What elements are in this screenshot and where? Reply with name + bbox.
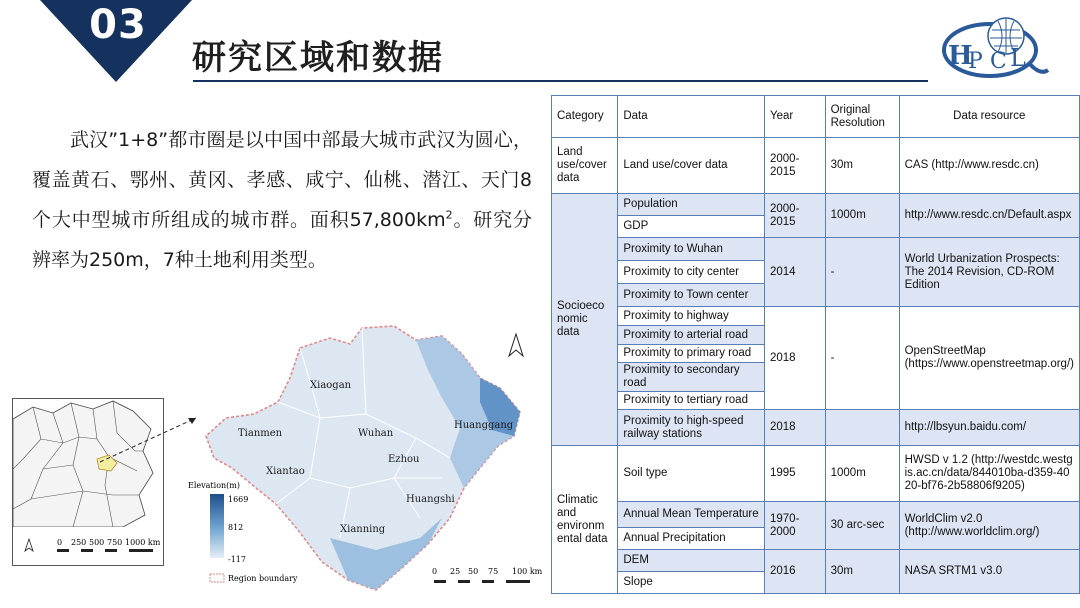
header-resolution: Original Resolution bbox=[825, 96, 899, 138]
intro-text: 武汉”1+8”都市圈是以中国中部最大城市武汉为圆心，覆盖黄石、鄂州、黄冈、孝感、咸宁、仙桃、潜江、天门8个大中型城市所组成的城市群。面积57,800km bbox=[32, 129, 532, 231]
resource-cell: World Urbanization Prospects: The 2014 Revision, CD-ROM Edition bbox=[899, 238, 1079, 307]
data-cell: Population bbox=[618, 194, 765, 216]
resolution-cell: 1000m bbox=[825, 446, 899, 502]
logo-letter: L bbox=[1010, 44, 1026, 72]
resource-cell: NASA SRTM1 v3.0 bbox=[899, 550, 1079, 594]
data-cell: DEM bbox=[618, 550, 765, 572]
data-cell: Proximity to Town center bbox=[618, 284, 765, 307]
data-cell: Proximity to high-speed railway stations bbox=[618, 410, 765, 446]
year-cell: 1970-2000 bbox=[764, 502, 825, 550]
data-cell: Slope bbox=[618, 572, 765, 594]
intro-text-end: 。研究分辨率为250m，7种土地利用类型。 bbox=[32, 209, 532, 271]
inset-scale-tick: 1000 km bbox=[125, 538, 161, 547]
header-resource: Data resource bbox=[899, 96, 1079, 138]
scale-tick: 0 bbox=[432, 567, 438, 576]
data-cell: Proximity to arterial road bbox=[618, 326, 765, 345]
data-cell: Proximity to city center bbox=[618, 261, 765, 284]
legend-min: -117 bbox=[228, 555, 246, 564]
table-row bbox=[552, 307, 1080, 326]
year-cell: 2018 bbox=[764, 410, 825, 446]
scale-tick: 25 bbox=[450, 567, 461, 576]
resolution-cell: - bbox=[825, 238, 899, 307]
year-cell: 2016 bbox=[764, 550, 825, 594]
table-row bbox=[552, 502, 1080, 528]
resource-cell: HWSD v 1.2 (http://westdc.westgis.ac.cn/data/844010ba-d359-4020-bf76-2b58806f9205) bbox=[899, 446, 1079, 502]
data-cell: Annual Mean Temperature bbox=[618, 502, 765, 528]
resource-cell: http://www.resdc.cn/Default.aspx bbox=[899, 194, 1079, 238]
north-arrow-icon bbox=[509, 334, 523, 356]
data-cell: Proximity to primary road bbox=[618, 345, 765, 363]
resolution-cell: 30m bbox=[825, 550, 899, 594]
table-row bbox=[552, 138, 1080, 194]
intro-paragraph bbox=[32, 120, 532, 280]
resolution-cell bbox=[825, 410, 899, 446]
inset-scale-tick: 500 bbox=[89, 538, 105, 547]
city-label: Xiaogan bbox=[310, 380, 352, 391]
data-cell: Soil type bbox=[618, 446, 765, 502]
year-cell: 2000-2015 bbox=[764, 194, 825, 238]
scale-tick: 50 bbox=[468, 567, 479, 576]
elevation-legend-bar bbox=[210, 494, 224, 558]
legend-boundary-label: Region boundary bbox=[228, 574, 298, 583]
city-label: Wuhan bbox=[358, 428, 394, 439]
data-table bbox=[551, 95, 1080, 594]
resolution-cell: 30 arc-sec bbox=[825, 502, 899, 550]
resource-cell: CAS (http://www.resdc.cn) bbox=[899, 138, 1079, 194]
logo-letter: P bbox=[968, 49, 983, 74]
table-header-row bbox=[552, 96, 1080, 138]
logo-letter: H bbox=[948, 41, 973, 71]
legend-title: Elevation(m) bbox=[188, 481, 240, 490]
data-cell: Proximity to secondary road bbox=[618, 363, 765, 392]
header-category: Category bbox=[552, 96, 618, 138]
resolution-cell: - bbox=[825, 307, 899, 410]
table-row bbox=[552, 410, 1080, 446]
city-label: Tianmen bbox=[238, 428, 283, 439]
year-cell: 1995 bbox=[764, 446, 825, 502]
data-cell: Proximity to tertiary road bbox=[618, 392, 765, 410]
section-number: 03 bbox=[89, 2, 147, 48]
hpcl-logo bbox=[940, 10, 1052, 82]
resource-cell: WorldClim v2.0 (http://www.worldclim.org/) bbox=[899, 502, 1079, 550]
table-row bbox=[552, 238, 1080, 261]
year-cell: 2018 bbox=[764, 307, 825, 410]
scale-tick: 100 km bbox=[512, 567, 542, 576]
data-cell: Land use/cover data bbox=[618, 138, 765, 194]
table-row bbox=[552, 194, 1080, 216]
data-cell: Annual Precipitation bbox=[618, 528, 765, 550]
resource-cell: OpenStreetMap (https://www.openstreetmap.org/) bbox=[899, 307, 1079, 410]
inset-scale-tick: 250 bbox=[71, 538, 87, 547]
category-cell: Socioeco nomic data bbox=[552, 194, 618, 446]
table-row bbox=[552, 446, 1080, 502]
study-area-map bbox=[180, 318, 542, 594]
resolution-cell: 1000m bbox=[825, 194, 899, 238]
inset-locator-map bbox=[12, 398, 164, 566]
table-row bbox=[552, 550, 1080, 572]
scale-tick: 75 bbox=[488, 567, 499, 576]
legend-max: 1669 bbox=[228, 495, 249, 504]
data-cell: GDP bbox=[618, 216, 765, 238]
city-label: Huangshi bbox=[406, 494, 455, 505]
data-cell: Proximity to Wuhan bbox=[618, 238, 765, 261]
area-superscript: 2 bbox=[445, 208, 453, 222]
title-divider bbox=[193, 80, 928, 82]
city-label: Xianning bbox=[340, 524, 386, 535]
inset-scale-tick: 750 bbox=[107, 538, 123, 547]
header-year: Year bbox=[764, 96, 825, 138]
inset-scale-tick: 0 bbox=[57, 538, 63, 547]
city-label: Xiantao bbox=[266, 466, 305, 477]
city-label: Huanggang bbox=[454, 420, 514, 431]
year-cell: 2000-2015 bbox=[764, 138, 825, 194]
year-cell: 2014 bbox=[764, 238, 825, 307]
logo-letter: C bbox=[990, 49, 1007, 74]
header-data: Data bbox=[618, 96, 765, 138]
data-cell: Proximity to highway bbox=[618, 307, 765, 326]
legend-mid: 812 bbox=[228, 523, 244, 532]
resolution-cell: 30m bbox=[825, 138, 899, 194]
page-title: 研究区域和数据 bbox=[192, 38, 444, 78]
resource-cell: http://lbsyun.baidu.com/ bbox=[899, 410, 1079, 446]
city-label: Ezhou bbox=[388, 454, 420, 465]
category-cell: Land use/cover data bbox=[552, 138, 618, 194]
category-cell: Climatic and environm ental data bbox=[552, 446, 618, 594]
